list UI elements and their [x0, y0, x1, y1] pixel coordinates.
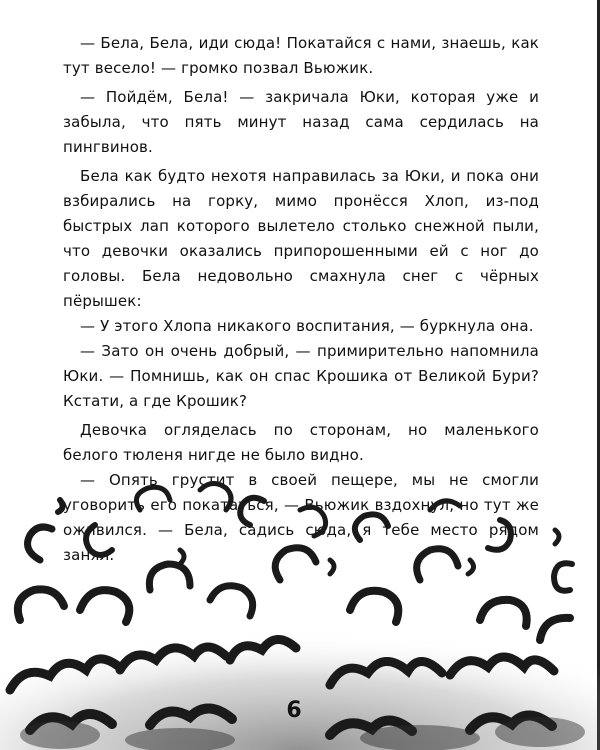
- page-number: 6: [286, 698, 302, 723]
- paragraph-4: — У этого Хлопа никакого воспитания, — буркнула она.: [80, 317, 534, 335]
- paragraph-1: — Бела, Бела, иди сюда! Покатайся с нами, знаешь, как тут весело! — громко позвал Вьюжик.: [63, 34, 539, 77]
- paragraph-6: Девочка огляделась по сторонам, но маленького белого тюленя нигде не было видно.: [63, 421, 539, 464]
- paragraph-5: — Зато он очень добрый, — примирительно напомнила Юки. — Помнишь, как он спас Крошика от Великой Бури? Кстати, а где Крошик?: [63, 342, 539, 410]
- paragraph-3: Бела как будто нехотя направилась за Юки, и пока они взбирались на горку, мимо пронёсся Хлоп, из-под быстрых лап которого вылетело столько снежной пыли, что девочки оказались припорошенными ей с ног до головы. Бела недовольно смахнула снег с чёрных пёрышек:: [63, 167, 539, 310]
- paragraph-2: — Пойдём, Бела! — закричала Юки, которая уже и забыла, что пять минут назад сама сердилась на пингвинов.: [63, 88, 539, 156]
- paragraph-7: — Опять грустит в своей пещере, мы не смогли уговорить его покататься, — Вьюжик вздохнул, но тут же оживился. — Бела, садись сюда, я тебе место рядом занял.: [63, 471, 539, 564]
